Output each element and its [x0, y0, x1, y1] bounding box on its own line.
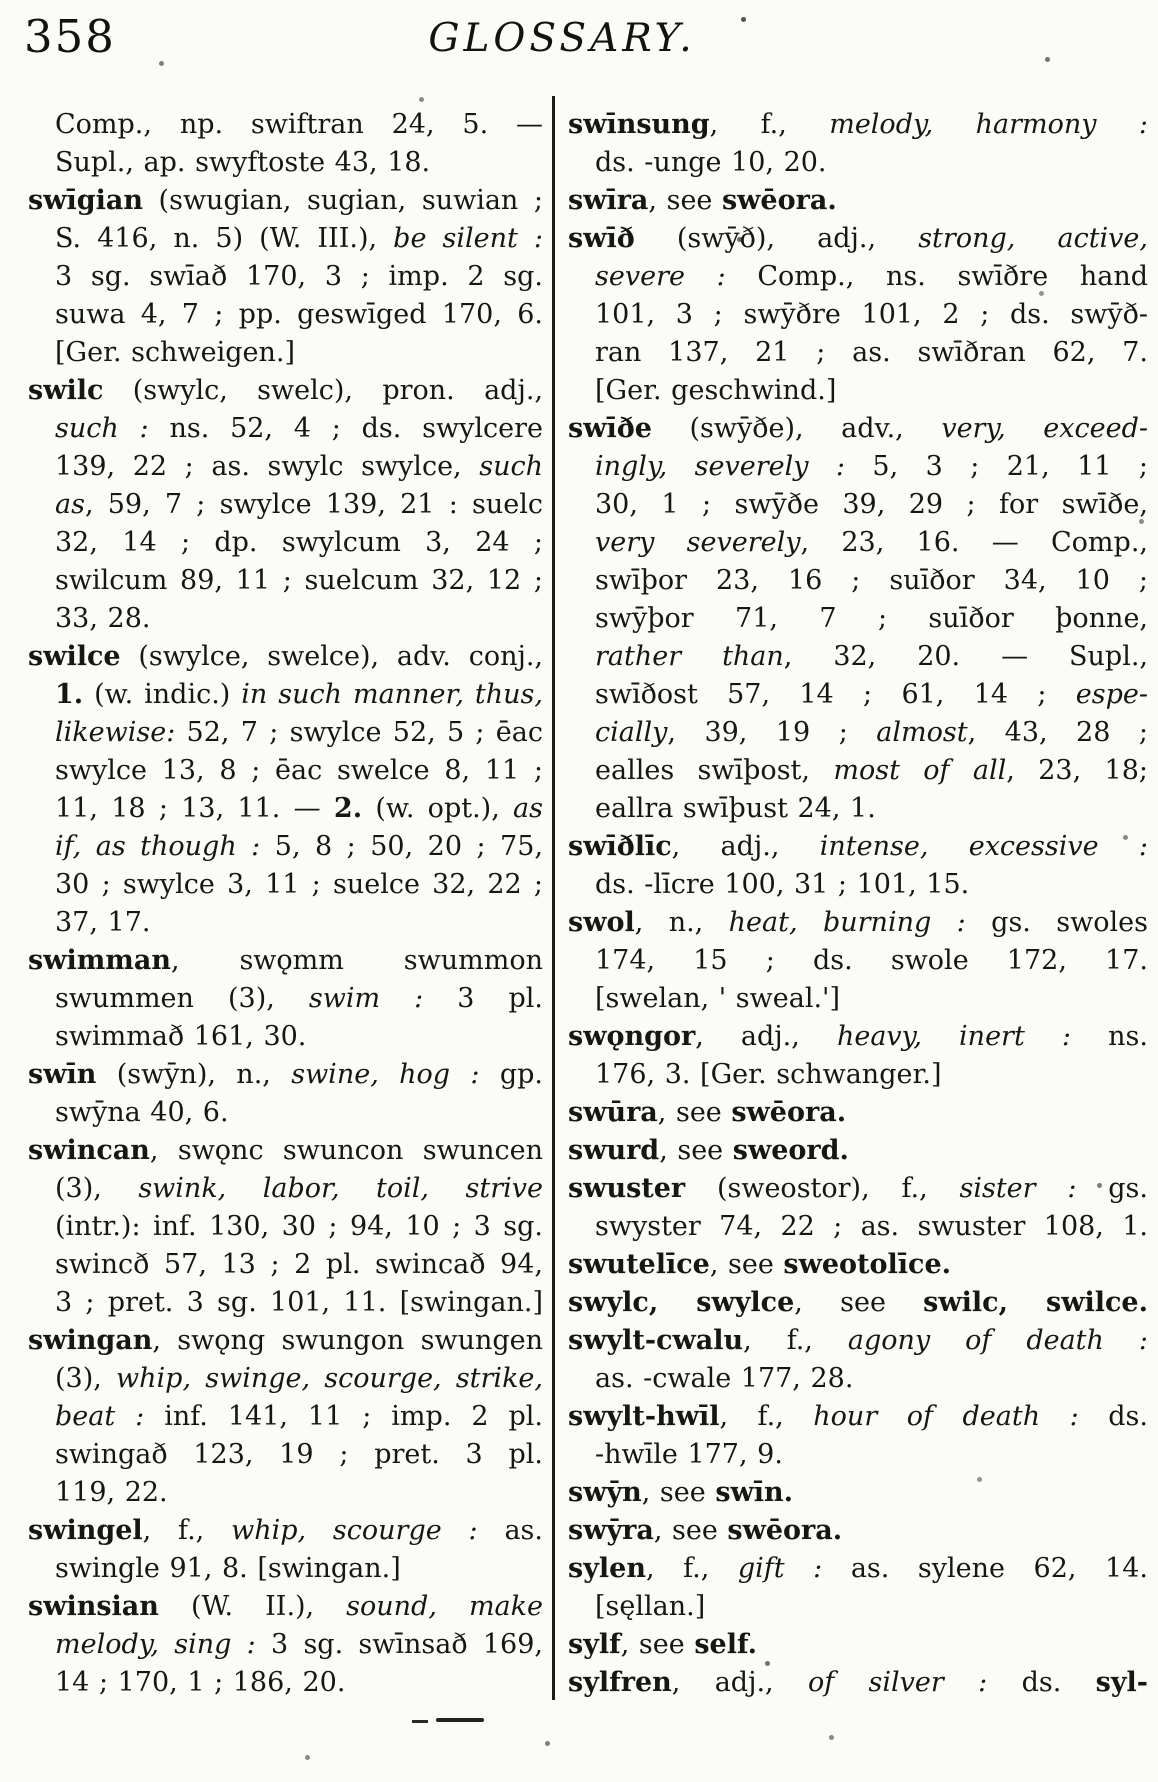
headword-text: sylf — [568, 1629, 621, 1660]
entry-line — [28, 1056, 543, 1094]
entry-text: [Ger. geschwind.] — [595, 375, 837, 406]
gloss-text: melody, sing : — [55, 1629, 256, 1660]
entry-line — [28, 600, 543, 638]
entry-line — [568, 1246, 1148, 1284]
entry-line — [568, 1018, 1148, 1056]
entry-line — [28, 448, 543, 486]
entry-line — [28, 1018, 543, 1056]
entry-text: swylce 13, 8 ; ēac swelce 8, 11 ; — [55, 755, 543, 786]
entry-line — [568, 714, 1148, 752]
entry-line — [28, 1322, 543, 1360]
gloss-text: whip, scourge : — [231, 1515, 478, 1546]
entry-text: , adj., — [695, 1021, 837, 1052]
entry-line — [568, 828, 1148, 866]
entry-text: swilcum 89, 11 ; suelcum 32, 12 ; — [55, 565, 543, 596]
entry-line — [568, 524, 1148, 562]
entry-text: ds. -unge 10, 20. — [595, 147, 827, 178]
entry-text: ns. 52, 4 ; ds. swylcere — [148, 413, 544, 444]
entry-line — [568, 1208, 1148, 1246]
headword-text: sylen — [568, 1553, 646, 1584]
glossary-column-left — [28, 106, 543, 1702]
glossary-column-right — [568, 106, 1148, 1702]
entry-line — [568, 182, 1148, 220]
headword-text: swīn — [28, 1059, 97, 1090]
entry-text: , see — [709, 1249, 784, 1280]
gloss-text: most of all — [833, 755, 1007, 786]
entry-line — [568, 372, 1148, 410]
entry-text: , 59, 7 ; swylce 139, 21 : suelc — [84, 489, 543, 520]
gloss-text: swink, labor, toil, strive — [138, 1173, 543, 1204]
entry-line — [568, 448, 1148, 486]
entry-text: 37, 17. — [55, 907, 151, 938]
headword-text: sylfren — [568, 1667, 672, 1698]
entry-text: (intr.): inf. 130, 30 ; 94, 10 ; 3 sg. — [55, 1211, 543, 1242]
headword-text: swilc — [28, 375, 104, 406]
headword-text: swinsian — [28, 1591, 159, 1622]
entry-text: , f., — [743, 1325, 848, 1356]
gloss-text: heavy, inert : — [836, 1021, 1072, 1052]
entry-text: [sęllan.] — [595, 1591, 706, 1622]
gloss-text: heat, burning : — [728, 907, 966, 938]
headword-text: swīn. — [715, 1477, 794, 1508]
entry-line — [28, 676, 543, 714]
headword-text: swīnsung — [568, 109, 710, 140]
gloss-text: of silver : — [807, 1667, 988, 1698]
entry-text: (w. indic.) — [83, 679, 242, 710]
entry-line — [568, 904, 1148, 942]
entry-line — [568, 752, 1148, 790]
entry-text: gp. — [479, 1059, 544, 1090]
entry-line — [28, 1436, 543, 1474]
entry-line — [28, 1360, 543, 1398]
gloss-text: very, exceed- — [941, 413, 1148, 444]
gloss-text: intense, excessive : — [819, 831, 1148, 862]
entry-text: , see — [641, 1477, 716, 1508]
entry-text: Supl., ap. swyftoste 43, 18. — [55, 147, 431, 178]
headword-text: swutelīce — [568, 1249, 710, 1280]
entry-text: 11, 18 ; 13, 11. — — [55, 793, 334, 824]
entry-text: , see — [794, 1287, 924, 1318]
entry-text: Comp., np. swiftran 24, 5. — — [55, 109, 543, 140]
headword-text: swylc, swylce — [568, 1287, 795, 1318]
entry-line — [28, 866, 543, 904]
entry-text: (swȳð), adj., — [634, 223, 919, 254]
entry-text: , see — [659, 1135, 733, 1166]
entry-text: ds. -līcre 100, 31 ; 101, 15. — [595, 869, 970, 900]
entry-text: swimmað 161, 30. — [55, 1021, 307, 1052]
entry-text: eallra swīþust 24, 1. — [595, 793, 876, 824]
entry-line — [568, 1132, 1148, 1170]
entry-line — [568, 638, 1148, 676]
entry-text: (swugian, sugian, suwian ; — [142, 185, 543, 216]
entry-text: gs. — [1076, 1173, 1148, 1204]
column-divider — [552, 96, 555, 1700]
entry-text: 3 pl. — [423, 983, 543, 1014]
entry-line — [28, 790, 543, 828]
entry-text: gs. swoles — [965, 907, 1148, 938]
entry-line — [568, 1664, 1148, 1702]
entry-text: , see — [648, 185, 722, 216]
entry-line — [568, 258, 1148, 296]
entry-line — [568, 1588, 1148, 1626]
entry-text: (swylce, swelce), adv. conj., — [120, 641, 543, 672]
scan-dash-icon — [412, 1720, 428, 1723]
entry-text: as. -cwale 177, 28. — [595, 1363, 854, 1394]
entry-text: (W. II.), — [158, 1591, 347, 1622]
entry-text: , adj., — [671, 831, 820, 862]
entry-text: 3 sg. swīnsað 169, — [255, 1629, 543, 1660]
entry-line — [568, 1360, 1148, 1398]
headword-text: swīðe — [568, 413, 652, 444]
gloss-text: such — [479, 451, 543, 482]
entry-text: , see — [653, 1515, 728, 1546]
scan-artifact-dashes — [412, 1718, 492, 1724]
entry-text: ealles swīþost, — [595, 755, 834, 786]
entry-line — [28, 980, 543, 1018]
entry-text: 3 sg. swīað 170, 3 ; imp. 2 sg. — [55, 261, 543, 292]
headword-text: swurd — [568, 1135, 660, 1166]
entry-text: , f., — [645, 1553, 738, 1584]
entry-line — [28, 1094, 543, 1132]
gloss-text: cially — [595, 717, 668, 748]
entry-text: ran 137, 21 ; as. swīðran 62, 7. — [595, 337, 1148, 368]
entry-line — [568, 410, 1148, 448]
entry-text: inf. 141, 11 ; imp. 2 pl. — [144, 1401, 544, 1432]
entry-text: 33, 28. — [55, 603, 151, 634]
entry-line — [28, 524, 543, 562]
headword-text: 1. — [55, 679, 84, 710]
entry-text: 30, 1 ; swȳðe 39, 29 ; for swīðe, — [595, 489, 1148, 520]
entry-text: , swǫmm swummon — [170, 945, 543, 976]
entry-line — [568, 144, 1148, 182]
entry-text: (3), — [55, 1173, 139, 1204]
entry-line — [28, 220, 543, 258]
gloss-text: espe- — [1075, 679, 1148, 710]
entry-text: 176, 3. [Ger. schwanger.] — [595, 1059, 942, 1090]
headword-text: sweord. — [732, 1135, 849, 1166]
entry-text: , f., — [709, 109, 830, 140]
gloss-text: sound, make — [346, 1591, 543, 1622]
headword-text: swȳn — [568, 1477, 642, 1508]
entry-line — [568, 562, 1148, 600]
gloss-text: such : — [55, 413, 149, 444]
headword-text: swūra — [568, 1097, 658, 1128]
entry-line — [28, 410, 543, 448]
headword-text: swīgian — [28, 185, 143, 216]
entry-text: (swylc, swelc), pron. adj., — [103, 375, 543, 406]
headword-text: swēora. — [721, 185, 837, 216]
entry-text: , f., — [142, 1515, 232, 1546]
entry-line — [568, 1436, 1148, 1474]
entry-text: , see — [657, 1097, 732, 1128]
entry-line — [28, 1132, 543, 1170]
entry-line — [28, 638, 543, 676]
entry-text: (3), — [55, 1363, 117, 1394]
entry-line — [568, 1322, 1148, 1360]
entry-line — [568, 866, 1148, 904]
headword-text: swīðlīc — [568, 831, 672, 862]
gloss-text: very severely — [595, 527, 801, 558]
gloss-text: sister : — [959, 1173, 1077, 1204]
entry-line — [568, 1284, 1148, 1322]
entry-text: swincð 57, 13 ; 2 pl. swincað 94, — [55, 1249, 543, 1280]
gloss-text: swim : — [308, 983, 424, 1014]
entry-text: 5, 8 ; 50, 20 ; 75, — [260, 831, 543, 862]
entry-line — [28, 1626, 543, 1664]
entry-text: as. — [477, 1515, 543, 1546]
gloss-text: likewise: — [55, 717, 176, 748]
entry-text: , adj., — [671, 1667, 808, 1698]
headword-text: swol — [568, 907, 635, 938]
entry-line — [568, 1056, 1148, 1094]
entry-text: , 39, 19 ; — [667, 717, 877, 748]
headword-text: swylt-hwīl — [568, 1401, 720, 1432]
entry-text: swummen (3), — [55, 983, 309, 1014]
entry-line — [28, 372, 543, 410]
entry-line — [28, 1398, 543, 1436]
entry-text: -hwīle 177, 9. — [595, 1439, 783, 1470]
entry-line — [568, 1550, 1148, 1588]
headword-text: 2. — [333, 793, 363, 824]
entry-line — [568, 1512, 1148, 1550]
headword-text: swēora. — [731, 1097, 847, 1128]
headword-text: syl- — [1095, 1667, 1148, 1698]
headword-text: swuster — [568, 1173, 686, 1204]
headword-text: swȳra — [568, 1515, 654, 1546]
entry-text: 174, 15 ; ds. swole 172, 17. — [595, 945, 1148, 976]
entry-line — [28, 106, 543, 144]
entry-line — [28, 1512, 543, 1550]
headword-text: swimman — [28, 945, 171, 976]
entry-text: [swelan, ' sweal.'] — [595, 983, 840, 1014]
entry-line — [568, 296, 1148, 334]
gloss-text: agony of death : — [847, 1325, 1148, 1356]
running-head: GLOSSARY. — [428, 16, 696, 61]
entry-text: , 32, 20. — Supl., — [783, 641, 1148, 672]
entry-text: swingað 123, 19 ; pret. 3 pl. — [55, 1439, 543, 1470]
entry-line — [568, 980, 1148, 1018]
entry-text: swīðost 57, 14 ; 61, 14 ; — [595, 679, 1076, 710]
entry-text: , 23, 18; — [1006, 755, 1148, 786]
entry-text: , swǫng swungon swungen — [152, 1325, 543, 1356]
headword-text: swingel — [28, 1515, 143, 1546]
entry-line — [28, 1284, 543, 1322]
entry-line — [568, 106, 1148, 144]
entry-line — [28, 904, 543, 942]
entry-line — [28, 752, 543, 790]
entry-text: as. sylene 62, 14. — [822, 1553, 1148, 1584]
gloss-text: in such manner, thus, — [241, 679, 543, 710]
entry-line — [568, 1474, 1148, 1512]
entry-line — [28, 1588, 543, 1626]
gloss-text: severe : — [595, 261, 726, 292]
entry-text: swingle 91, 8. [swingan.] — [55, 1553, 401, 1584]
entry-text: 5, 3 ; 21, 11 ; — [845, 451, 1148, 482]
entry-line — [28, 296, 543, 334]
entry-text: ds. — [1078, 1401, 1148, 1432]
entry-text: , swǫnc swuncon swuncen — [149, 1135, 543, 1166]
headword-text: swincan — [28, 1135, 150, 1166]
entry-text: swȳna 40, 6. — [55, 1097, 229, 1128]
entry-text: , f., — [719, 1401, 814, 1432]
gloss-text: gift : — [737, 1553, 823, 1584]
ink-speck-noise — [0, 0, 3, 3]
entry-line — [568, 220, 1148, 258]
gloss-text: melody, harmony : — [829, 109, 1148, 140]
entry-text: 30 ; swylce 3, 11 ; suelce 32, 22 ; — [55, 869, 543, 900]
entry-line — [568, 334, 1148, 372]
entry-line — [568, 1398, 1148, 1436]
entry-text: 52, 7 ; swylce 52, 5 ; ēac — [175, 717, 543, 748]
entry-line — [28, 1550, 543, 1588]
gloss-text: almost — [876, 717, 968, 748]
entry-line — [28, 714, 543, 752]
gloss-text: ingly, severely : — [595, 451, 845, 482]
entry-text: , n., — [634, 907, 729, 938]
gloss-text: if, as though : — [55, 831, 261, 862]
entry-text: swyster 74, 22 ; as. swuster 108, 1. — [595, 1211, 1148, 1242]
headword-text: self. — [694, 1629, 758, 1660]
entry-text: [Ger. schweigen.] — [55, 337, 296, 368]
entry-text: 14 ; 170, 1 ; 186, 20. — [55, 1667, 346, 1698]
entry-text: S. 416, n. 5) (W. III.), — [55, 223, 394, 254]
entry-line — [28, 1664, 543, 1702]
entry-line — [28, 562, 543, 600]
entry-text: (sweostor), f., — [685, 1173, 960, 1204]
entry-text: Comp., ns. swīðre hand — [725, 261, 1148, 292]
headword-text: sweotolīce. — [783, 1249, 952, 1280]
entry-line — [28, 828, 543, 866]
entry-text: swīþor 23, 16 ; suīðor 34, 10 ; — [595, 565, 1148, 596]
entry-text: 139, 22 ; as. swylc swylce, — [55, 451, 480, 482]
headword-text: swēora. — [727, 1515, 843, 1546]
entry-text: 101, 3 ; swȳðre 101, 2 ; ds. swȳð- — [595, 299, 1148, 330]
entry-line — [28, 1474, 543, 1512]
entry-text: , 23, 16. — Comp., — [800, 527, 1148, 558]
headword-text: swīra — [568, 185, 649, 216]
gloss-text: hour of death : — [813, 1401, 1079, 1432]
entry-line — [28, 486, 543, 524]
headword-text: swingan — [28, 1325, 153, 1356]
entry-text: (w. opt.), — [362, 793, 514, 824]
entry-line — [568, 486, 1148, 524]
headword-text: swīð — [568, 223, 635, 254]
entry-line — [28, 942, 543, 980]
entry-line — [568, 1626, 1148, 1664]
entry-text: 32, 14 ; dp. swylcum 3, 24 ; — [55, 527, 543, 558]
entry-line — [28, 182, 543, 220]
entry-text: ns. — [1071, 1021, 1148, 1052]
entry-line — [568, 942, 1148, 980]
gloss-text: rather than — [595, 641, 784, 672]
entry-line — [28, 144, 543, 182]
headword-text: swilce — [28, 641, 121, 672]
gloss-text: as — [513, 793, 543, 824]
entry-text: , 43, 28 ; — [967, 717, 1148, 748]
entry-line — [568, 600, 1148, 638]
entry-text: suwa 4, 7 ; pp. geswīged 170, 6. — [55, 299, 543, 330]
entry-line — [568, 1094, 1148, 1132]
headword-text: swǫngor — [568, 1021, 696, 1052]
headword-text: swilc, swilce. — [923, 1287, 1148, 1318]
entry-line — [568, 790, 1148, 828]
page-number: 358 — [24, 10, 116, 63]
entry-text: swȳþor 71, 7 ; suīðor þonne, — [595, 603, 1148, 634]
entry-line — [568, 676, 1148, 714]
entry-line — [28, 1170, 543, 1208]
entry-line — [568, 1170, 1148, 1208]
entry-text: ds. — [987, 1667, 1096, 1698]
entry-text: 119, 22. — [55, 1477, 168, 1508]
entry-line — [28, 1246, 543, 1284]
entry-text: 3 ; pret. 3 sg. 101, 11. [swingan.] — [55, 1287, 543, 1318]
gloss-text: as — [55, 489, 85, 520]
gloss-text: whip, swinge, scourge, strike, — [116, 1363, 543, 1394]
entry-line — [28, 334, 543, 372]
entry-text: (swȳðe), adv., — [651, 413, 942, 444]
gloss-text: strong, active, — [918, 223, 1148, 254]
gloss-text: swine, hog : — [291, 1059, 480, 1090]
entry-line — [28, 1208, 543, 1246]
gloss-text: beat : — [55, 1401, 145, 1432]
gloss-text: be silent : — [393, 223, 543, 254]
entry-text: , see — [620, 1629, 695, 1660]
entry-line — [28, 258, 543, 296]
scan-dash-icon — [436, 1718, 484, 1722]
entry-text: (swȳn), n., — [96, 1059, 292, 1090]
headword-text: swylt-cwalu — [568, 1325, 744, 1356]
